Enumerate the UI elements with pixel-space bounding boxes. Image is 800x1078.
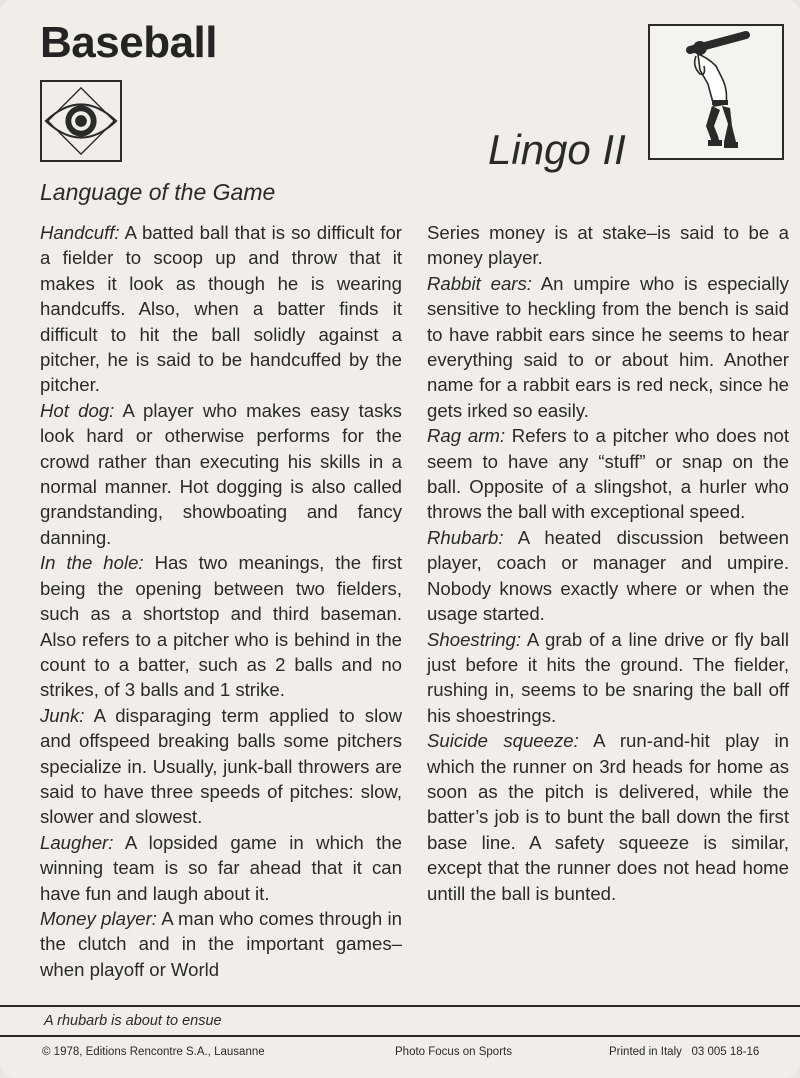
- photo-caption: A rhubarb is about to ensue: [44, 1013, 222, 1029]
- entry-term: In the hole:: [40, 552, 144, 574]
- entry-term: Rag arm:: [427, 425, 506, 447]
- entry-text: A player who makes easy tasks look hard or otherwise performs for the crowd rather than executing his skills in a normal manner. Hot dogging is also called grandstanding, showboating and fancy danning.: [40, 399, 402, 548]
- entry-continuation: Series money is at stake–is said to be a money player.: [427, 222, 789, 269]
- entry-text: A batted ball that is so difficult for a fielder to scoop up and throw that it makes it look as though he is wearing handcuffs. Also, when a batter finds it difficult to hit the ball solidly against a pitcher, he is said to be handcuffed by the pitcher.: [40, 222, 402, 396]
- glossary-entry: [427, 525, 789, 627]
- copyright-text: © 1978, Editions Rencontre S.A., Lausanne: [42, 1046, 265, 1058]
- print-info: Printed in Italy 03 005 18-16: [609, 1046, 760, 1058]
- entry-text: Has two meanings, the first being the opening between two fielders, such as a shortstop and third baseman. Also refers to a pitcher who is behind in the count to a batter, such as 2 balls and no strikes, of 3 balls and 1 strike.: [40, 552, 402, 701]
- entry-text: A heated discussion between player, coach or manager and umpire. Nobody knows exactly where or when the usage started.: [427, 526, 789, 625]
- glossary-entry: [40, 703, 402, 830]
- glossary-entry: [427, 728, 789, 906]
- category-title: Baseball: [40, 18, 217, 67]
- divider-bottom: [0, 1035, 800, 1037]
- card-title: Lingo II: [488, 126, 626, 173]
- glossary-entry: [427, 423, 789, 525]
- entry-text: Refers to a pitcher who does not seem to have any “stuff” or snap on the ball. Opposite of a slingshot, a hurler who throws the ball with exceptional speed.: [427, 425, 789, 523]
- divider-top: [0, 1005, 800, 1007]
- glossary-entry: [40, 830, 402, 906]
- entry-text: A grab of a line drive or fly ball just before it hits the ground. The fielder, rushing in, seems to be snaring the ball off his shoestrings.: [427, 628, 789, 726]
- glossary-entry: [40, 550, 402, 702]
- entry-text: An umpire who is especially sensitive to heckling from the bench is said to have rabbit ears since he seems to hear everything said to or about him. Another name for a rabbit ears is red neck, since he gets irked so easily.: [427, 272, 789, 421]
- subtitle: Language of the Game: [40, 179, 276, 205]
- glossary-entry: [427, 627, 789, 729]
- entry-term: Suicide squeeze:: [427, 730, 579, 752]
- glossary-entry: [40, 398, 402, 550]
- glossary-entry: [427, 271, 789, 423]
- entry-term: Junk:: [40, 704, 85, 726]
- eye-icon: [40, 80, 122, 162]
- entry-term: Shoestring:: [427, 628, 522, 650]
- batter-icon: [648, 24, 784, 160]
- text-column-left: [40, 220, 402, 982]
- entry-text: A man who comes through in the clutch and in the important games–when playoff or World: [40, 907, 402, 980]
- entry-term: Rhubarb:: [427, 526, 504, 548]
- entry-term: Rabbit ears:: [427, 272, 532, 294]
- entry-term: Money player:: [40, 907, 157, 929]
- entry-term: Laugher:: [40, 831, 114, 853]
- glossary-entry: [40, 220, 402, 398]
- glossary-entry: [40, 906, 402, 982]
- entry-term: Handcuff:: [40, 222, 120, 243]
- photo-credit: Photo Focus on Sports: [395, 1046, 512, 1058]
- entry-term: Hot dog:: [40, 399, 115, 421]
- entry-text: A run-and-hit play in which the runner on 3rd heads for home as soon as the pitch is delivered, while the batter’s job is to bunt the ball down the first base line. A safety squeeze is similar, except that the runner does not head home untill the ball is bunted.: [427, 730, 789, 904]
- entry-text: A disparaging term applied to slow and offspeed breaking balls some pitchers specialize in. Usually, junk-ball throwers are said to have three speeds of pitches: slow, slower and slowest.: [40, 704, 402, 828]
- entry-text: A lopsided game in which the winning team is so far ahead that it can have fun and laugh about it.: [40, 831, 402, 904]
- text-column-right: [427, 220, 789, 906]
